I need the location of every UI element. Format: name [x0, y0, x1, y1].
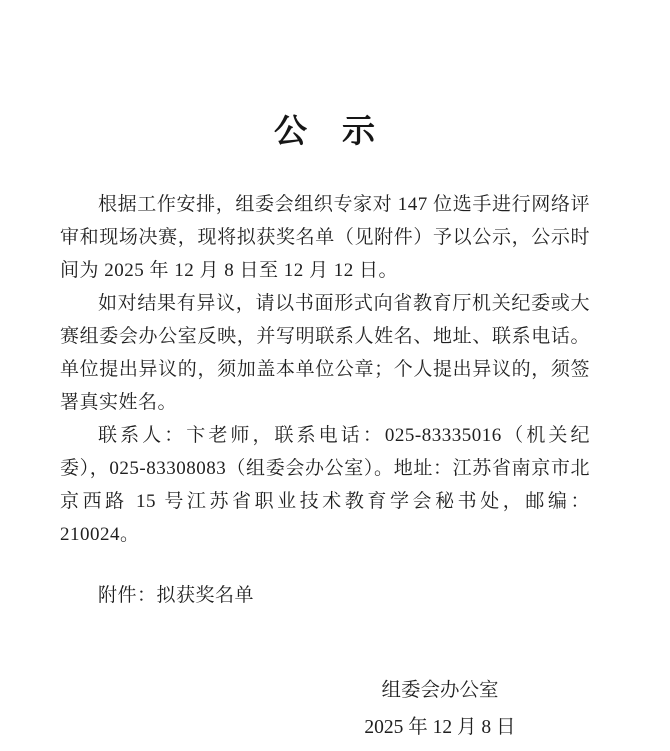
signoff-organization: 组委会办公室 — [381, 680, 499, 701]
notice-paragraph-objection: 如对结果有异议，请以书面形式向省教育厅机关纪委或大赛组委会办公室反映，并写明联系人姓名、地址、联系电话。单位提出异议的，须加盖本单位公章；个人提出异议的，须签署真实姓名。 — [60, 293, 590, 413]
attachment-line: 附件：拟获奖名单 — [98, 585, 255, 606]
notice-paragraph-review: 根据工作安排，组委会组织专家对 147 位选手进行网络评审和现场决赛，现将拟获奖名单（见附件）予以公示，公示时间为 2025 年 12 月 8 日至 12 月 12 日。 — [60, 194, 590, 281]
signoff-date: 2025 年 12 月 8 日 — [364, 717, 516, 738]
notice-paragraph-contact: 联系人：卞老师，联系电话：025-83335016（机关纪委），025-83308083（组委会办公室）。地址：江苏省南京市北京西路 15 号江苏省职业技术教育学会秘书处，邮编：210024。 — [60, 425, 590, 545]
signoff-block — [330, 672, 550, 746]
notice-title: 公 示 — [274, 114, 376, 150]
